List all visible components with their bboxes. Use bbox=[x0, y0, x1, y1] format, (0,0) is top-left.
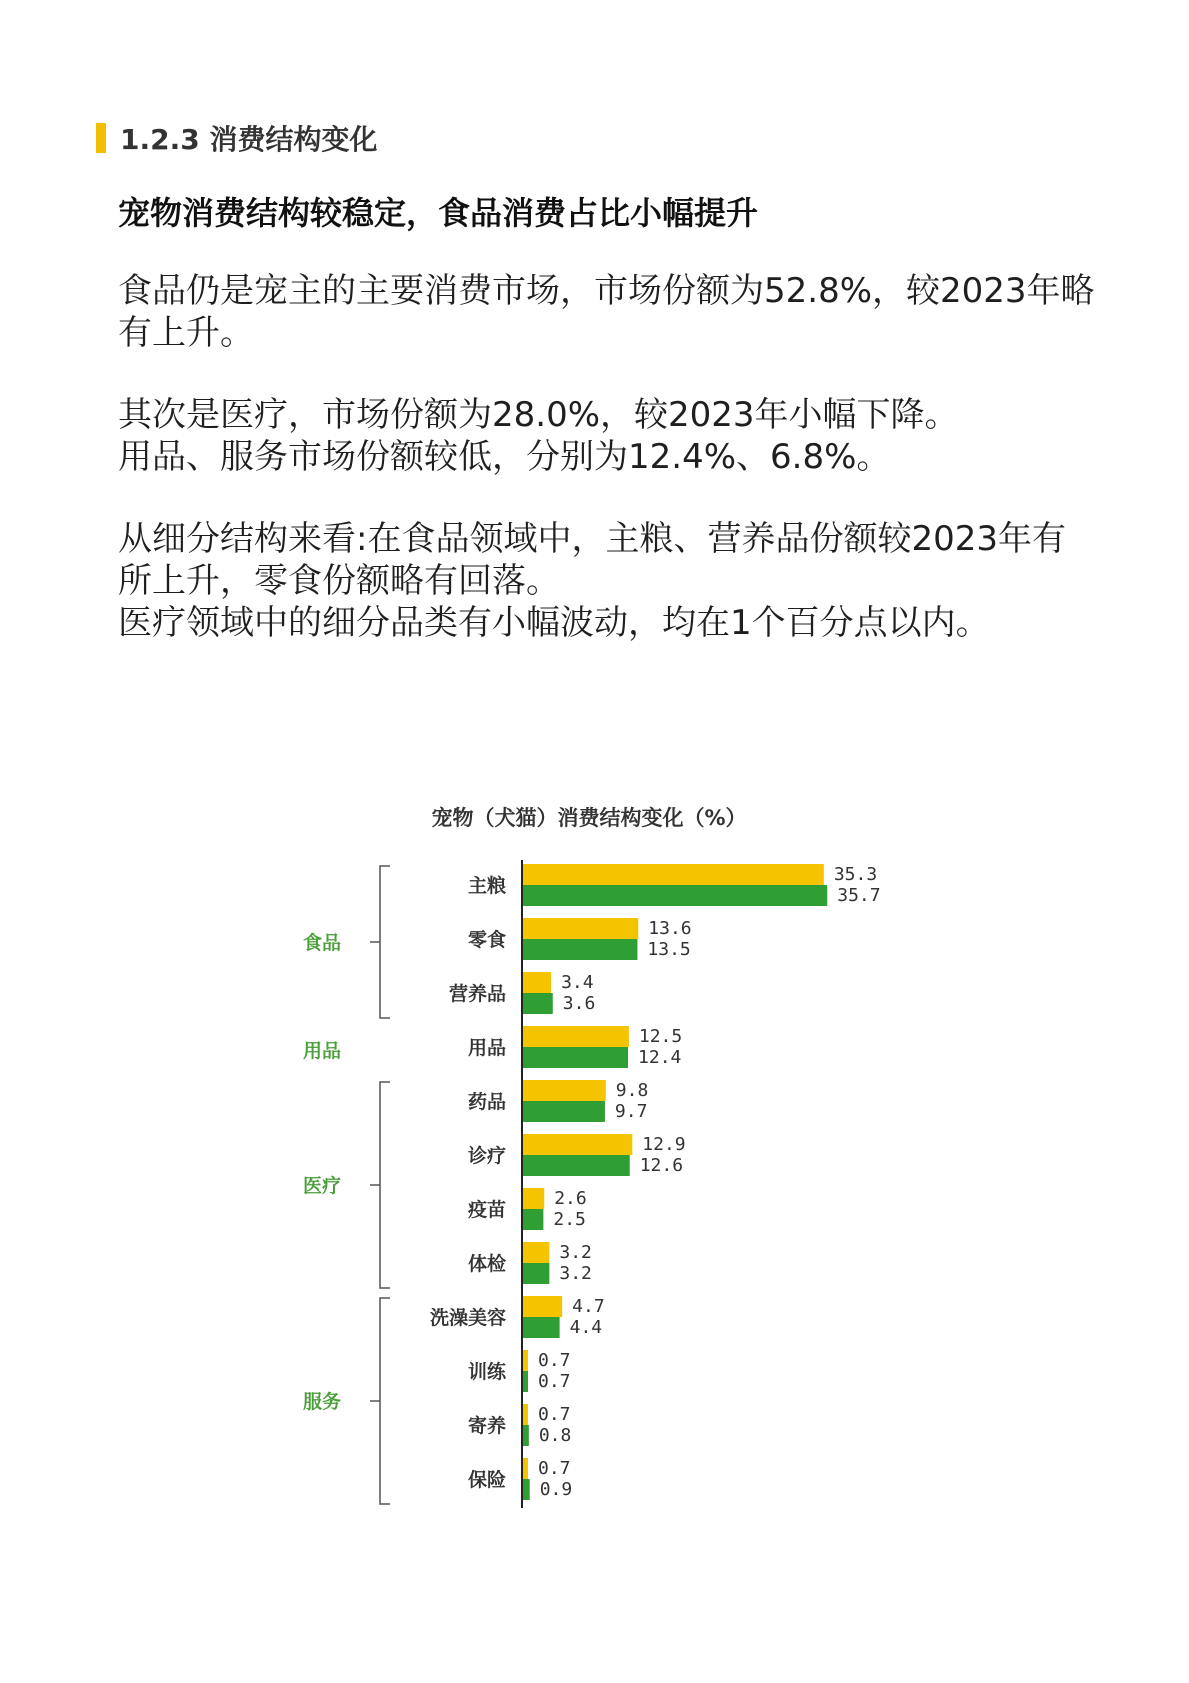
category-label: 疫苗 bbox=[467, 1199, 506, 1221]
value-label: 3.6 bbox=[562, 993, 596, 1014]
value-label: 9.8 bbox=[615, 1080, 649, 1101]
bar-2023年-洗澡美容 bbox=[522, 1296, 562, 1317]
value-label: 0.7 bbox=[537, 1404, 571, 1425]
bar-2024年-诊疗 bbox=[522, 1155, 630, 1176]
category-label: 用品 bbox=[467, 1037, 506, 1059]
value-label: 12.4 bbox=[638, 1047, 682, 1068]
paragraph-medical bbox=[118, 394, 1098, 478]
chart-groups bbox=[303, 866, 390, 1504]
value-label: 0.9 bbox=[539, 1479, 573, 1500]
bar-2023年-药品 bbox=[522, 1080, 606, 1101]
bar-2024年-体检 bbox=[522, 1263, 549, 1284]
section-heading bbox=[96, 118, 377, 158]
value-label: 12.5 bbox=[638, 1026, 683, 1047]
consumption-structure-chart bbox=[0, 790, 1189, 1590]
value-label: 13.5 bbox=[647, 939, 691, 960]
value-label: 35.3 bbox=[833, 864, 878, 885]
paragraph-breakdown bbox=[118, 518, 1098, 644]
value-label: 0.7 bbox=[537, 1371, 571, 1392]
value-label: 0.8 bbox=[538, 1425, 572, 1446]
category-label: 保险 bbox=[467, 1469, 506, 1491]
bar-2024年-洗澡美容 bbox=[522, 1317, 560, 1338]
bar-2024年-零食 bbox=[522, 939, 637, 960]
paragraph-line: 食品仍是宠主的主要消费市场，市场份额为52.8%，较2023年略 bbox=[118, 271, 1095, 311]
category-label: 诊疗 bbox=[467, 1145, 506, 1167]
bar-2023年-用品 bbox=[522, 1026, 629, 1047]
bar-2024年-疫苗 bbox=[522, 1209, 543, 1230]
bar-2024年-营养品 bbox=[522, 993, 553, 1014]
category-label: 体检 bbox=[467, 1253, 506, 1275]
value-label: 12.9 bbox=[642, 1134, 686, 1155]
group-bracket bbox=[370, 866, 390, 1018]
category-label: 洗澡美容 bbox=[429, 1307, 506, 1329]
bar-2024年-药品 bbox=[522, 1101, 605, 1122]
page-subtitle: 宠物消费结构较稳定，食品消费占比小幅提升 bbox=[118, 194, 759, 232]
section-title: 1.2.3 消费结构变化 bbox=[120, 123, 378, 156]
paragraph-food bbox=[118, 270, 1098, 354]
value-label: 4.7 bbox=[572, 1296, 605, 1317]
group-label: 用品 bbox=[302, 1040, 342, 1062]
bar-2023年-疫苗 bbox=[522, 1188, 544, 1209]
section-marker bbox=[96, 123, 106, 153]
paragraph-line: 医疗领域中的细分品类有小幅波动，均在1个百分点以内。 bbox=[118, 603, 990, 643]
value-label: 2.6 bbox=[554, 1188, 587, 1209]
value-label: 3.4 bbox=[561, 972, 594, 993]
value-label: 0.7 bbox=[537, 1350, 571, 1371]
category-label: 训练 bbox=[467, 1361, 506, 1383]
group-label: 食品 bbox=[302, 932, 342, 954]
paragraph-line: 有上升。 bbox=[118, 313, 254, 353]
value-label: 0.7 bbox=[537, 1458, 571, 1479]
value-label: 3.2 bbox=[559, 1263, 592, 1284]
value-label: 35.7 bbox=[837, 885, 881, 906]
chart-title: 宠物（犬猫）消费结构变化（%） bbox=[431, 806, 747, 830]
bar-2024年-用品 bbox=[522, 1047, 628, 1068]
bar-2023年-诊疗 bbox=[522, 1134, 632, 1155]
bar-2024年-寄养 bbox=[522, 1425, 529, 1446]
group-label: 医疗 bbox=[302, 1175, 342, 1197]
paragraph-line: 其次是医疗，市场份额为28.0%，较2023年小幅下降。 bbox=[118, 395, 959, 435]
value-label: 2.5 bbox=[553, 1209, 586, 1230]
value-label: 12.6 bbox=[639, 1155, 684, 1176]
bar-2024年-保险 bbox=[522, 1479, 530, 1500]
value-label: 4.4 bbox=[569, 1317, 603, 1338]
paragraph-line: 用品、服务市场份额较低，分别为12.4%、6.8%。 bbox=[118, 437, 891, 477]
category-label: 寄养 bbox=[467, 1415, 506, 1437]
bar-2023年-营养品 bbox=[522, 972, 551, 993]
chart-bars bbox=[430, 864, 881, 1500]
category-label: 主粮 bbox=[467, 875, 506, 897]
category-label: 药品 bbox=[467, 1091, 506, 1113]
category-label: 营养品 bbox=[448, 983, 506, 1005]
bar-2023年-零食 bbox=[522, 918, 638, 939]
bar-2024年-主粮 bbox=[522, 885, 827, 906]
group-bracket bbox=[370, 1082, 390, 1288]
group-label: 服务 bbox=[302, 1391, 342, 1413]
value-label: 9.7 bbox=[614, 1101, 648, 1122]
group-bracket bbox=[370, 1298, 390, 1504]
bar-2023年-体检 bbox=[522, 1242, 549, 1263]
value-label: 13.6 bbox=[648, 918, 692, 939]
bar-2023年-主粮 bbox=[522, 864, 824, 885]
value-label: 3.2 bbox=[559, 1242, 592, 1263]
paragraph-line: 从细分结构来看:在食品领域中，主粮、营养品份额较2023年有 bbox=[118, 519, 1066, 559]
category-label: 零食 bbox=[467, 929, 506, 951]
paragraph-line: 所上升，零食份额略有回落。 bbox=[118, 561, 560, 601]
